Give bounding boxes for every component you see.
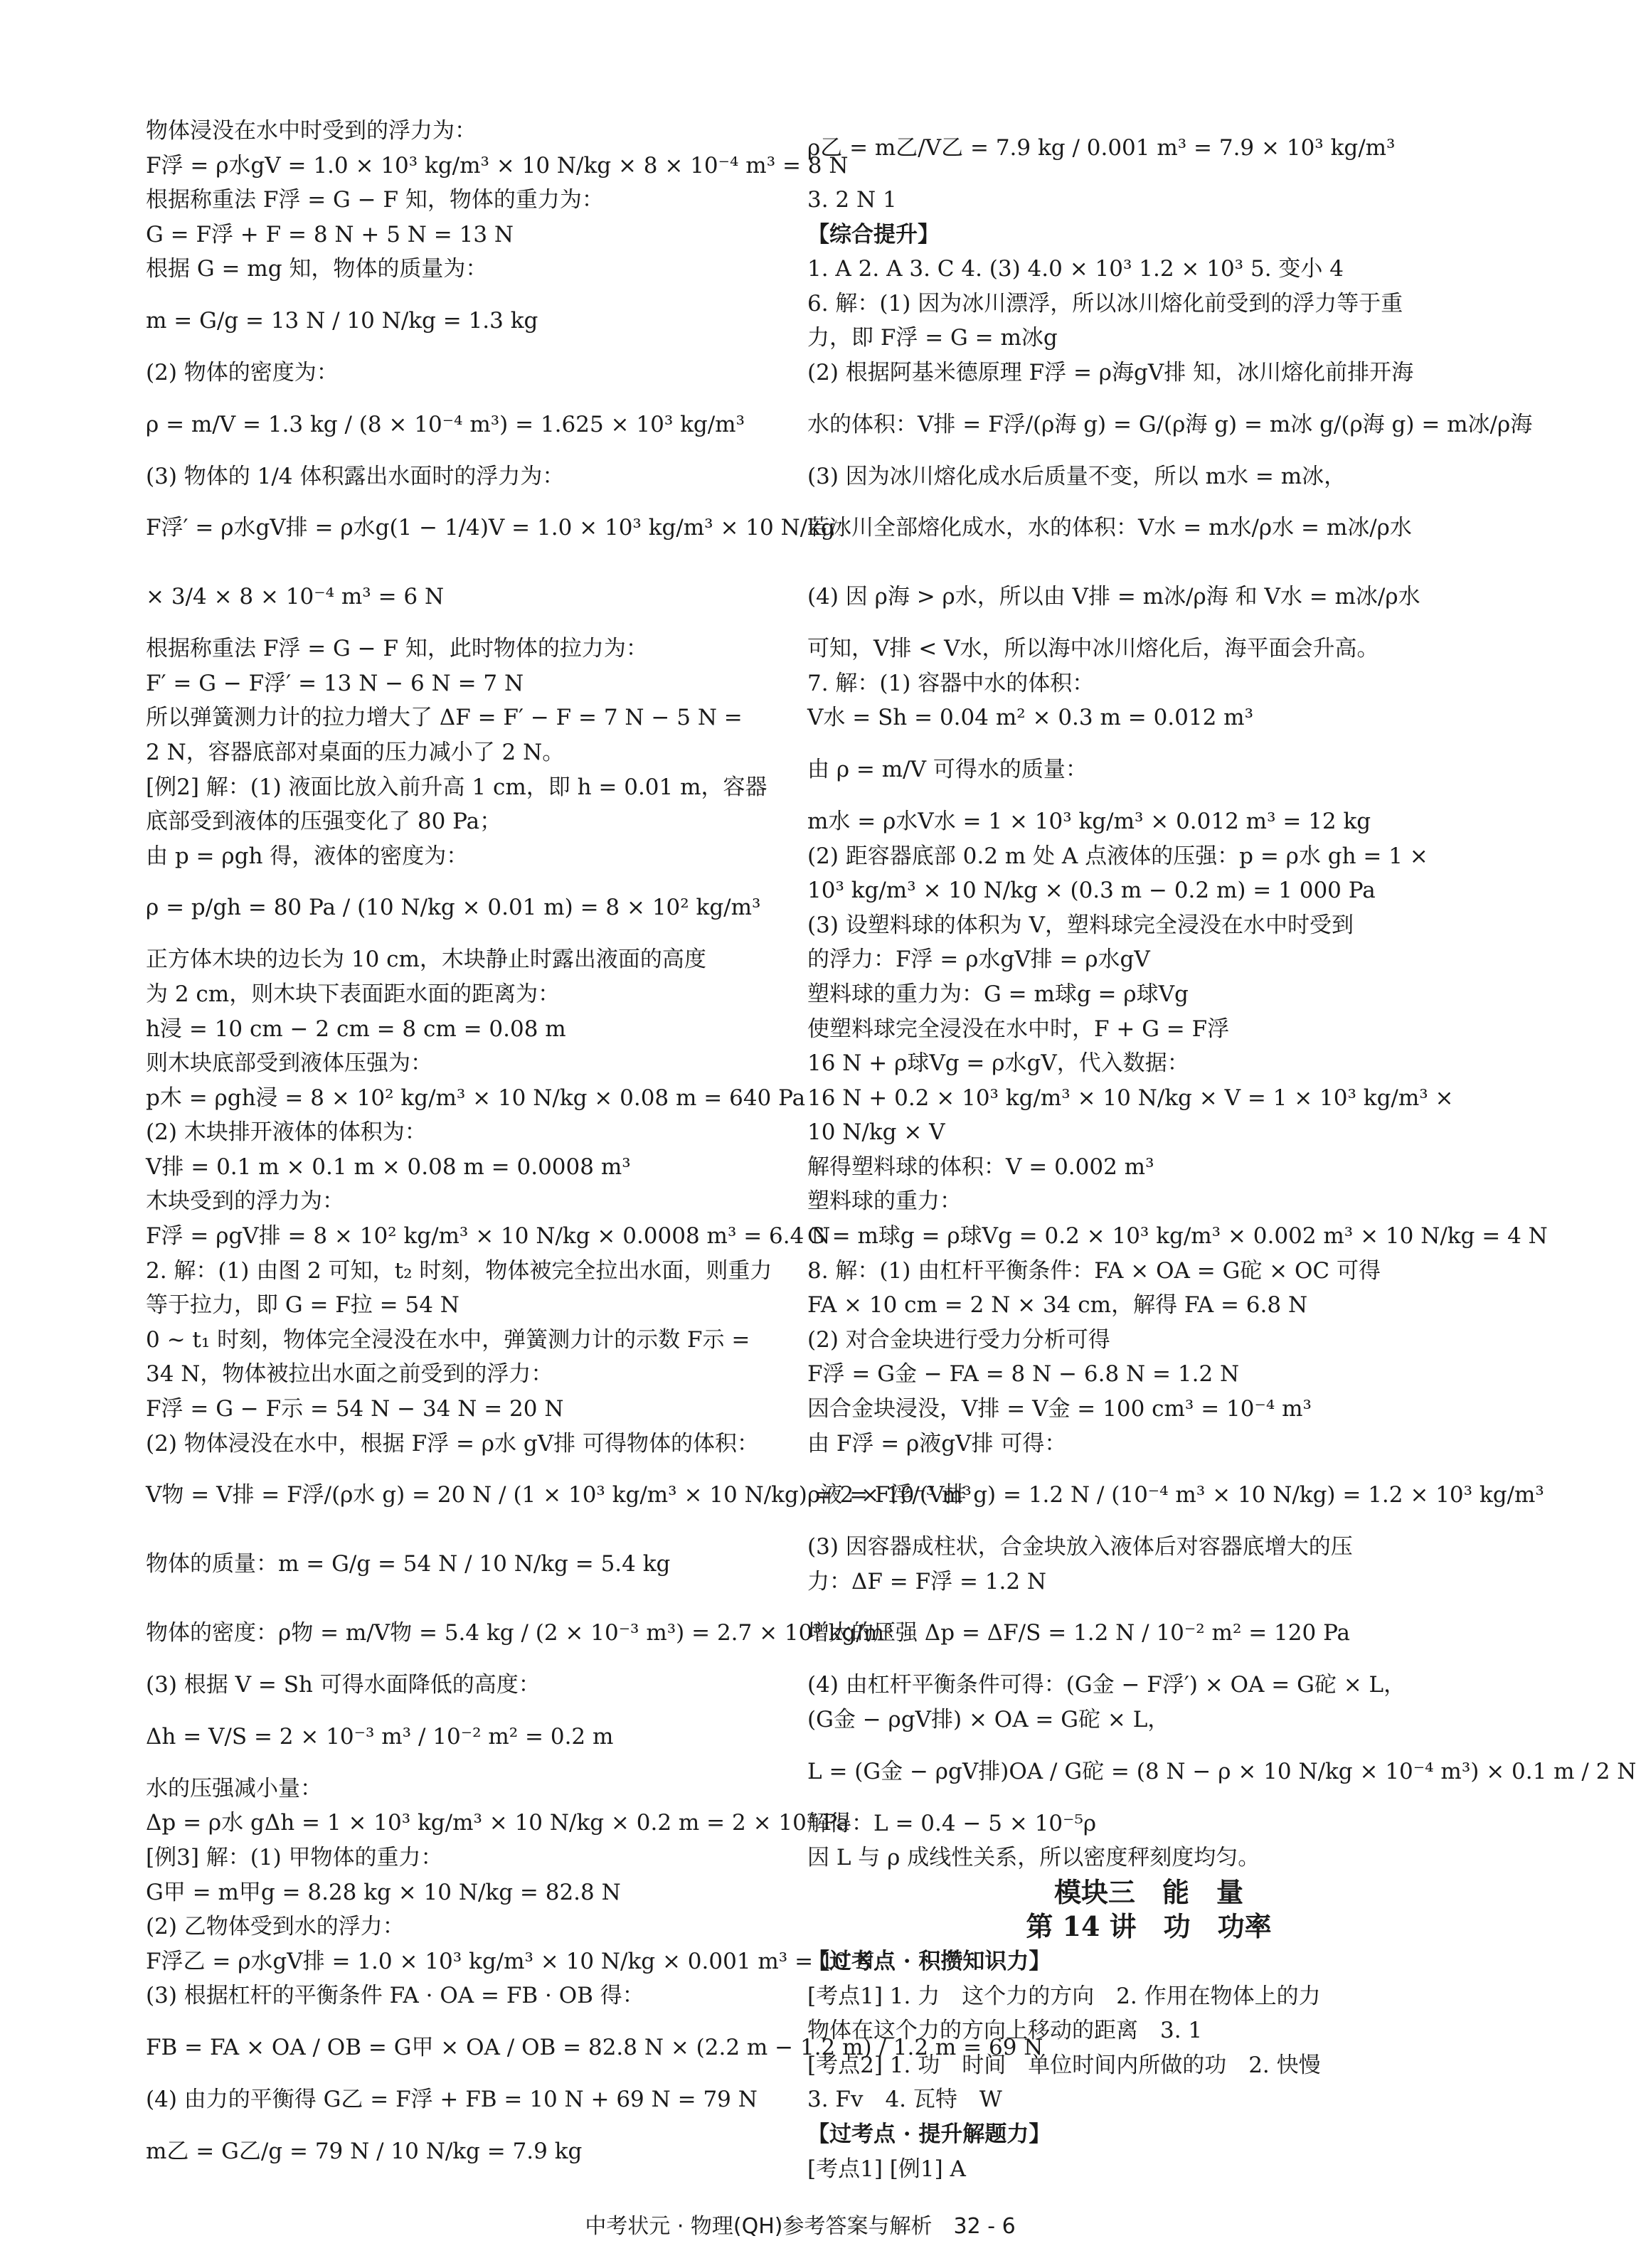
text-line: Δp = ρ水 gΔh = 1 × 10³ kg/m³ × 10 N/kg × 0.2 m = 2 × 10³ Pa: [146, 1810, 850, 1836]
text-line: 水的体积：V排 = F浮/(ρ海 g) = G/(ρ海 g) = m冰 g/(ρ海 g) = m冰/ρ海: [807, 411, 1533, 437]
text-line: F浮 = ρ水gV = 1.0 × 10³ kg/m³ × 10 N/kg × 8 × 10⁻⁴ m³ = 8 N: [146, 152, 849, 179]
text-line: 物体在这个力的方向上移动的距离 3. 1: [807, 2018, 1203, 2044]
text-line: 根据称重法 F浮 = G − F 知，物体的重力为：: [146, 187, 604, 213]
text-line: F浮乙 = ρ水gV排 = 1.0 × 10³ kg/m³ × 10 N/kg × 0.001 m³ = 10 N: [146, 1948, 875, 1974]
text-line: ρ乙 = m乙/V乙 = 7.9 kg / 0.001 m³ = 7.9 × 10³ kg/m³: [807, 135, 1396, 161]
text-line: (3) 因为冰川熔化成水后质量不变，所以 m水 = m冰，: [807, 463, 1346, 489]
text-line: (2) 物体浸没在水中，根据 F浮 = ρ水 gV排 可得物体的体积：: [146, 1430, 759, 1457]
text-line: 8. 解：(1) 由杠杆平衡条件：FA × OA = G砣 × OC 可得: [807, 1257, 1381, 1284]
text-line: 塑料球的重力为：G = m球g = ρ球Vg: [807, 981, 1189, 1007]
text-line: ρ液 = F浮/(V排 g) = 1.2 N / (10⁻⁴ m³ × 10 N/kg) = 1.2 × 10³ kg/m³: [807, 1482, 1544, 1508]
text-line: m乙 = G乙/g = 79 N / 10 N/kg = 7.9 kg: [146, 2138, 583, 2164]
text-line: [例3] 解：(1) 甲物体的重力：: [146, 1845, 443, 1870]
text-line: 【综合提升】: [807, 221, 940, 247]
text-line: 10 N/kg × V: [807, 1119, 945, 1146]
text-line: (2) 根据阿基米德原理 F浮 = ρ海gV排 知，冰川熔化前排开海: [807, 359, 1414, 385]
text-line: (3) 根据杠杆的平衡条件 FA · OA = FB · OB 得：: [146, 1983, 644, 2009]
page-footer: 中考状元 · 物理(QH)参考答案与解析 32 - 6: [585, 2214, 1016, 2239]
text-line: L = (G金 − ρgV排)OA / G砣 = (8 N − ρ × 10 N/kg × 10⁻⁴ m³) × 0.1 m / 2 N: [807, 1758, 1636, 1784]
text-line: × 3/4 × 8 × 10⁻⁴ m³ = 6 N: [146, 584, 445, 610]
text-line: 0 ~ t₁ 时刻，物体完全浸没在水中，弹簧测力计的示数 F示 =: [146, 1326, 750, 1353]
text-line: 的浮力：F浮 = ρ水gV排 = ρ水gV: [807, 947, 1150, 973]
text-line: Δh = V/S = 2 × 10⁻³ m³ / 10⁻² m² = 0.2 m: [146, 1723, 614, 1750]
text-line: (2) 物体的密度为：: [146, 359, 339, 385]
text-line: G = F浮 + F = 8 N + 5 N = 13 N: [146, 221, 514, 247]
text-line: (3) 设塑料球的体积为 V，塑料球完全浸没在水中时受到: [807, 912, 1354, 938]
text-line: FB = FA × OA / OB = G甲 × OA / OB = 82.8 N × (2.2 m − 1.2 m) / 1.2 m = 69 N: [146, 2034, 1043, 2060]
text-line: F浮′ = ρ水gV排 = ρ水g(1 − 1/4)V = 1.0 × 10³ kg/m³ × 10 N/kg: [146, 515, 835, 541]
text-line: 正方体木块的边长为 10 cm，木块静止时露出液面的高度: [146, 947, 706, 973]
text-line: G甲 = m甲g = 8.28 kg × 10 N/kg = 82.8 N: [146, 1879, 621, 1905]
text-line: (2) 乙物体受到水的浮力：: [146, 1914, 405, 1940]
text-line: [考点2] 1. 功 时间 单位时间内所做的功 2. 快慢: [807, 2052, 1321, 2078]
text-line: 塑料球的重力：: [807, 1188, 962, 1215]
text-line: 10³ kg/m³ × 10 N/kg × (0.3 m − 0.2 m) = 1 000 Pa: [807, 878, 1376, 904]
text-line: 2. 解：(1) 由图 2 可知，t₂ 时刻，物体被完全拉出水面，则重力: [146, 1257, 772, 1284]
text-line: (2) 对合金块进行受力分析可得: [807, 1326, 1110, 1353]
text-line: G = m球g = ρ球Vg = 0.2 × 10³ kg/m³ × 0.002 m³ × 10 N/kg = 4 N: [807, 1223, 1548, 1250]
text-line: (G金 − ρgV排) × OA = G砣 × L，: [807, 1707, 1170, 1732]
text-line: F′ = G − F浮′ = 13 N − 6 N = 7 N: [146, 670, 524, 696]
text-line: [例2] 解：(1) 液面比放入前升高 1 cm，即 h = 0.01 m，容器: [146, 774, 767, 800]
text-line: 3. 2 N 1: [807, 187, 897, 213]
text-line: 增大的压强 Δp = ΔF/S = 1.2 N / 10⁻² m² = 120 Pa: [807, 1620, 1351, 1646]
text-line: 3. Fv 4. 瓦特 W: [807, 2087, 1002, 2113]
text-line: 力：ΔF = F浮 = 1.2 N: [807, 1568, 1047, 1594]
text-line: V水 = Sh = 0.04 m² × 0.3 m = 0.012 m³: [807, 705, 1253, 731]
text-line: (2) 距容器底部 0.2 m 处 A 点液体的压强：p = ρ水 gh = 1 ×: [807, 843, 1428, 869]
text-line: (4) 由力的平衡得 G乙 = F浮 + FB = 10 N + 69 N = 79 N: [146, 2086, 758, 2112]
text-line: 底部受到液体的压强变化了 80 Pa；: [146, 809, 502, 835]
text-line: V物 = V排 = F浮/(ρ水 g) = 20 N / (1 × 10³ kg/m³ × 10 N/kg) = 2 × 10⁻³ m³: [146, 1482, 972, 1508]
text-line: (2) 木块排开液体的体积为：: [146, 1119, 427, 1146]
text-line: FA × 10 cm = 2 N × 34 cm，解得 FA = 6.8 N: [807, 1292, 1308, 1319]
text-line: 解得塑料球的体积：V = 0.002 m³: [807, 1154, 1154, 1180]
text-line: 【过考点 · 提升解题力】: [807, 2121, 1051, 2147]
text-line: 因合金块浸没，V排 = V金 = 100 cm³ = 10⁻⁴ m³: [807, 1396, 1312, 1422]
text-line: 则木块底部受到液体压强为：: [146, 1050, 432, 1077]
text-line: 由 F浮 = ρ液gV排 可得：: [807, 1430, 1067, 1457]
text-line: F浮 = ρgV排 = 8 × 10² kg/m³ × 10 N/kg × 0.0008 m³ = 6.4 N: [146, 1223, 831, 1250]
text-line: 16 N + 0.2 × 10³ kg/m³ × 10 N/kg × V = 1 × 10³ kg/m³ ×: [807, 1085, 1454, 1111]
text-line: 力，即 F浮 = G = m冰g: [807, 325, 1058, 351]
text-line: m水 = ρ水V水 = 1 × 10³ kg/m³ × 0.012 m³ = 12 kg: [807, 808, 1371, 834]
right-column: [807, 114, 1636, 2186]
text-line: 根据称重法 F浮 = G − F 知，此时物体的拉力为：: [146, 636, 648, 662]
text-line: 因 L 与 ρ 成线性关系，所以密度秤刻度均匀。: [807, 1845, 1260, 1871]
text-line: 木块受到的浮力为：: [146, 1188, 344, 1215]
text-line: 物体的密度：ρ物 = m/V物 = 5.4 kg / (2 × 10⁻³ m³) = 2.7 × 10³ kg/m³: [146, 1620, 893, 1646]
text-line: ρ = m/V = 1.3 kg / (8 × 10⁻⁴ m³) = 1.625 × 10³ kg/m³: [146, 411, 745, 437]
lecture-title: 第 14 讲 功 功率: [1026, 1910, 1272, 1943]
text-line: 若冰川全部熔化成水，水的体积：V水 = m水/ρ水 = m冰/ρ水: [807, 515, 1412, 541]
text-line: 可知，V排 < V水，所以海中冰川熔化后，海平面会升高。: [807, 636, 1379, 662]
text-line: 由 ρ = m/V 可得水的质量：: [807, 756, 1088, 782]
text-line: 为 2 cm，则木块下表面距水面的距离为：: [146, 981, 561, 1007]
text-line: F浮 = G − F示 = 54 N − 34 N = 20 N: [146, 1396, 564, 1422]
text-line: ρ = p/gh = 80 Pa / (10 N/kg × 0.01 m) = 8 × 10² kg/m³: [146, 895, 761, 921]
text-line: m = G/g = 13 N / 10 N/kg = 1.3 kg: [146, 307, 538, 334]
text-line: F浮 = G金 − FA = 8 N − 6.8 N = 1.2 N: [807, 1361, 1240, 1388]
text-line: (4) 由杠杆平衡条件可得：(G金 − F浮′) × OA = G砣 × L，: [807, 1672, 1406, 1698]
text-line: [考点1] [例1] A: [807, 2156, 966, 2182]
text-line: 解得：L = 0.4 − 5 × 10⁻⁵ρ: [807, 1810, 1097, 1836]
text-line: 根据 G = mg 知，物体的质量为：: [146, 256, 488, 282]
text-line: (3) 物体的 1/4 体积露出水面时的浮力为：: [146, 463, 565, 489]
text-line: 7. 解：(1) 容器中水的体积：: [807, 670, 1095, 696]
text-line: 34 N，物体被拉出水面之前受到的浮力：: [146, 1361, 553, 1388]
text-line: (3) 根据 V = Sh 可得水面降低的高度：: [146, 1672, 541, 1698]
text-line: 6. 解：(1) 因为冰川漂浮，所以冰川熔化前受到的浮力等于重: [807, 290, 1403, 316]
text-line: 由 p = ρgh 得，液体的密度为：: [146, 843, 469, 869]
text-line: (3) 因容器成柱状，合金块放入液体后对容器底增大的压: [807, 1534, 1353, 1560]
text-line: 2 N，容器底部对桌面的压力减小了 2 N。: [146, 739, 565, 765]
text-line: 等于拉力，即 G = F拉 = 54 N: [146, 1292, 460, 1319]
text-line: h浸 = 10 cm − 2 cm = 8 cm = 0.08 m: [146, 1016, 566, 1042]
text-line: 水的压强减小量：: [146, 1775, 322, 1801]
text-line: 物体的质量：m = G/g = 54 N / 10 N/kg = 5.4 kg: [146, 1551, 671, 1577]
module-title: 模块三 能 量: [1053, 1875, 1243, 1908]
text-line: 所以弹簧测力计的拉力增大了 ΔF = F′ − F = 7 N − 5 N =: [146, 705, 743, 731]
text-line: 1. A 2. A 3. C 4. (3) 4.0 × 10³ 1.2 × 10³ 5. 变小 4: [807, 256, 1344, 282]
text-line: (4) 因 ρ海 > ρ水，所以由 V排 = m冰/ρ海 和 V水 = m冰/ρ水: [807, 584, 1420, 610]
text-line: 物体浸没在水中时受到的浮力为：: [146, 118, 477, 144]
text-line: 16 N + ρ球Vg = ρ水gV，代入数据：: [807, 1050, 1189, 1077]
text-line: V排 = 0.1 m × 0.1 m × 0.08 m = 0.0008 m³: [146, 1154, 631, 1180]
text-line: 【过考点 · 积攒知识力】: [807, 1948, 1051, 1974]
text-line: p木 = ρgh浸 = 8 × 10² kg/m³ × 10 N/kg × 0.08 m = 640 Pa: [146, 1085, 806, 1111]
text-line: [考点1] 1. 力 这个力的方向 2. 作用在物体上的力: [807, 1983, 1321, 2009]
text-line: 使塑料球完全浸没在水中时，F + G = F浮: [807, 1016, 1230, 1042]
